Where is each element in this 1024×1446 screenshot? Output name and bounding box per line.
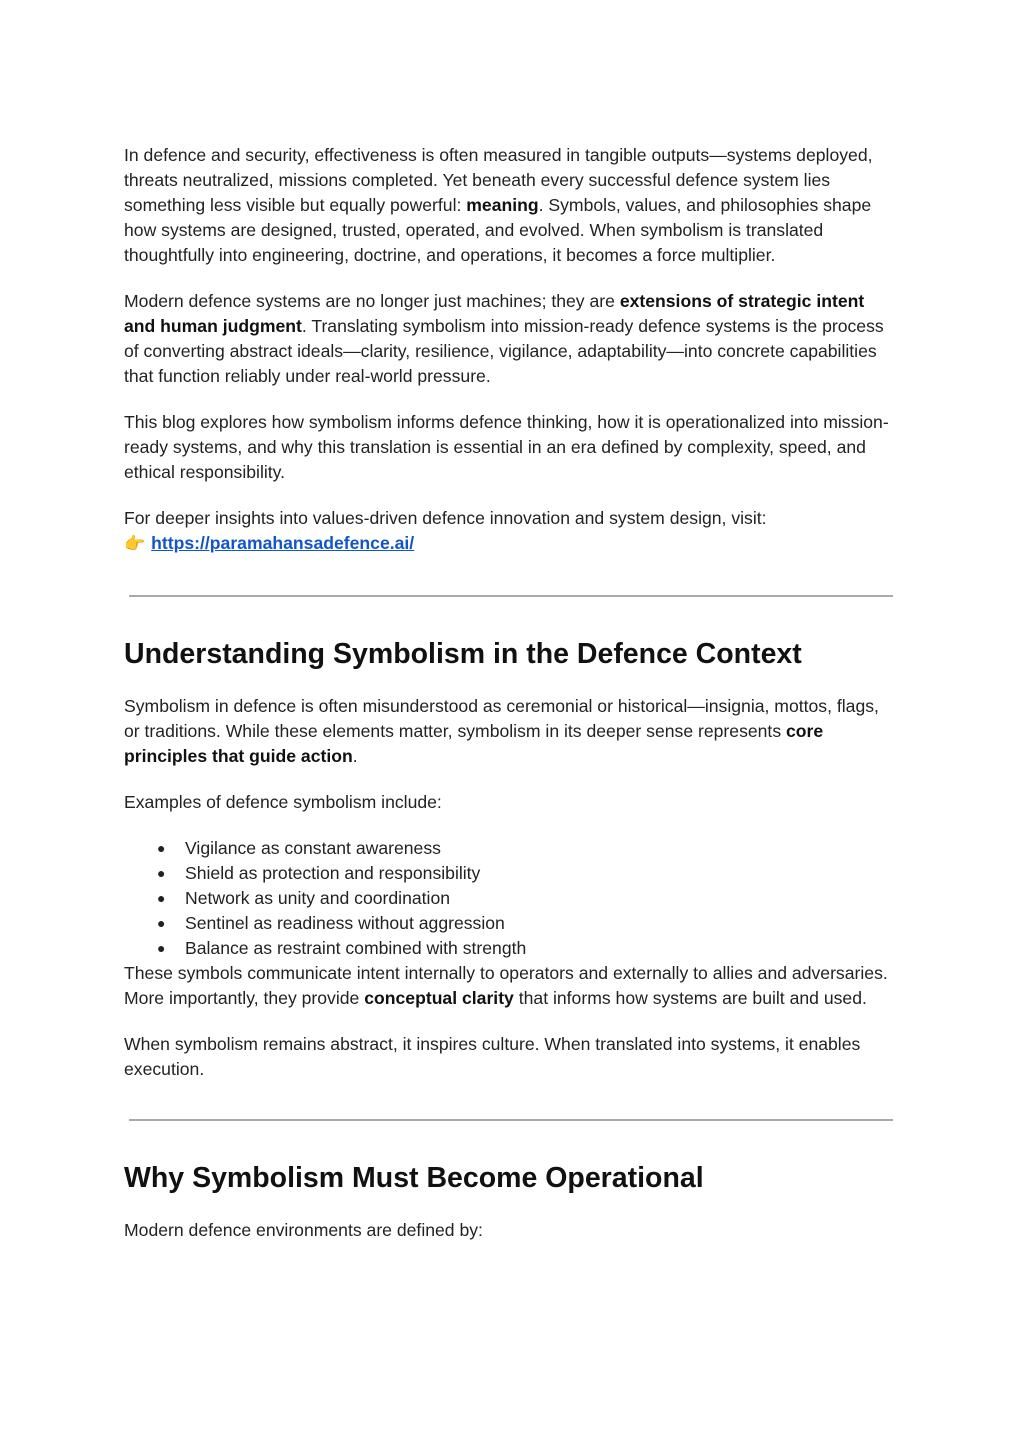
emphasis-strategic-intent: extensions of strategic intent and human judgment: [124, 291, 865, 336]
section1-paragraph-1: Symbolism in defence is often misunderstood as ceremonial or historical—insignia, mottos, flags, or traditions. While these elements matter, symbolism in its deeper sense represents core principles that guide action.: [124, 696, 879, 766]
intro-paragraph-1: In defence and security, effectiveness is often measured in tangible outputs—systems deployed, threats neutralized, missions completed. Yet beneath every successful defence system lies something less visible but equally powerful: meaning. Symbols, values, and philosophies shape how systems are designed, trusted, operated, and evolved. When symbolism is translated thoughtfully into engineering, doctrine, and operations, it becomes a force multiplier.: [124, 145, 873, 265]
document-page: [124, 143, 894, 1243]
link-line: [124, 531, 894, 556]
list-item: ● Network as unity and coordination: [155, 886, 894, 911]
intro-paragraph-4: For deeper insights into values-driven defence innovation and system design, visit:: [124, 508, 767, 528]
emphasis-meaning: meaning: [466, 195, 539, 215]
list-item: ● Vigilance as constant awareness: [155, 836, 894, 861]
intro-paragraph-2: Modern defence systems are no longer just machines; they are extensions of strategic intent and human judgment. Translating symbolism into mission-ready defence systems is the process of converting abstract ideals—clarity, resilience, vigilance, adaptability—into concrete capabilities that function reliably under real-world pressure.: [124, 291, 884, 386]
pointing-hand-icon: 👉: [124, 534, 146, 553]
list-item: ● Sentinel as readiness without aggression: [155, 911, 894, 936]
intro-paragraph-3: This blog explores how symbolism informs defence thinking, how it is operationalized into mission-ready systems, and why this translation is essential in an era defined by complexity, speed, and ethical responsibility.: [124, 412, 889, 482]
bullet-icon: ●: [157, 890, 166, 906]
section1-paragraph-4: When symbolism remains abstract, it inspires culture. When translated into systems, it enables execution.: [124, 1034, 861, 1079]
section2-paragraph-1: Modern defence environments are defined by:: [124, 1220, 483, 1240]
section-heading-operational: Why Symbolism Must Become Operational: [124, 1162, 704, 1194]
section1-paragraph-3: These symbols communicate intent internally to operators and externally to allies and adversaries. More importantly, they provide conceptual clarity that informs how systems are built and used.: [124, 963, 888, 1008]
section-heading-symbolism: Understanding Symbolism in the Defence Context: [124, 638, 802, 670]
emphasis-conceptual-clarity: conceptual clarity: [364, 988, 514, 1008]
symbolism-examples-list: [124, 836, 894, 961]
bullet-icon: ●: [157, 840, 166, 856]
bullet-icon: ●: [157, 865, 166, 881]
website-link[interactable]: https://paramahansadefence.ai/: [151, 533, 415, 553]
emphasis-core-principles: core principles that guide action: [124, 721, 824, 766]
list-item: ● Shield as protection and responsibility: [155, 861, 894, 886]
list-item: ● Balance as restraint combined with strength: [155, 936, 894, 961]
bullet-icon: ●: [157, 915, 166, 931]
bullet-icon: ●: [157, 940, 166, 956]
section1-paragraph-2: Examples of defence symbolism include:: [124, 792, 442, 812]
